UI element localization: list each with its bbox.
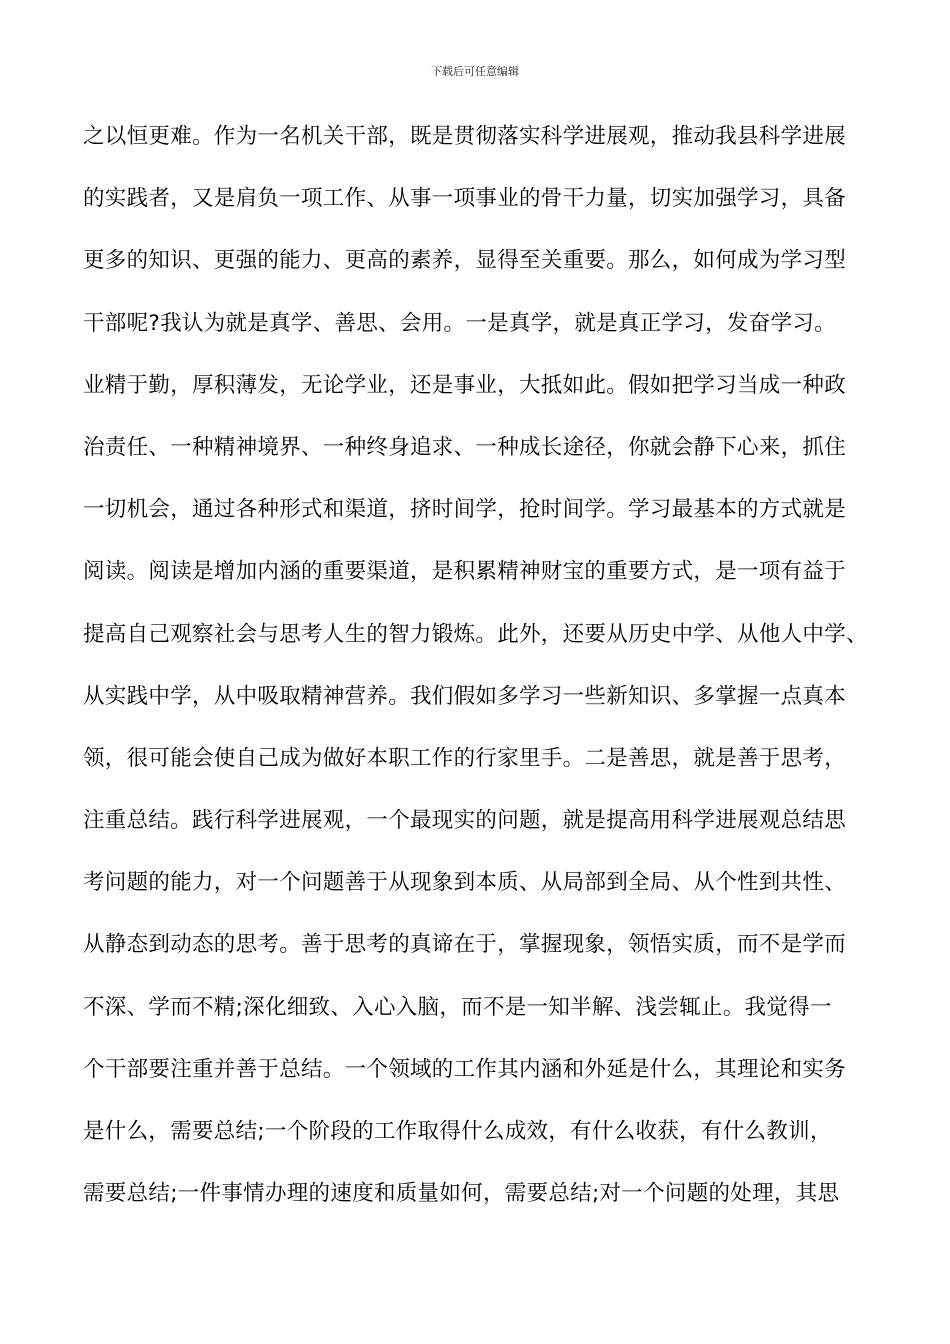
- text-line: 是什么，需要总结;一个阶段的工作取得什么成效，有什么收获，有什么教训，: [83, 1119, 832, 1144]
- text-line: 治责任、一种精神境界、一种终身追求、一种成长途径，你就会静下心来，抓住: [83, 434, 847, 460]
- text-line: 提高自己观察社会与思考人生的智力锻炼。此外，还要从历史中学、从他人中学、: [83, 621, 868, 647]
- text-line: 不深、学而不精;深化细致、入心入脑，而不是一知半解、浅尝辄止。我觉得一: [83, 994, 832, 1020]
- text-line: 从静态到动态的思考。善于思考的真谛在于，掌握现象，领悟实质，而不是学而: [83, 932, 847, 958]
- text-line: 更多的知识、更强的能力、更高的素养，显得至关重要。那么，如何成为学习型: [83, 248, 847, 274]
- text-line: 业精于勤，厚积薄发，无论学业，还是事业，大抵如此。假如把学习当成一种政: [83, 372, 847, 398]
- text-line: 阅读。阅读是增加内涵的重要渠道，是积累精神财宝的重要方式，是一项有益于: [83, 559, 847, 585]
- text-line: 一切机会，通过各种形式和渠道，挤时间学，抢时间学。学习最基本的方式就是: [83, 497, 847, 523]
- document-body: [83, 116, 950, 1235]
- text-line: 需要总结;一件事情办理的速度和质量如何，需要总结;对一个问题的处理，其思: [83, 1181, 840, 1207]
- text-line: 个干部要注重并善于总结。一个领域的工作其内涵和外延是什么，其理论和实务: [83, 1056, 847, 1082]
- text-line: 从实践中学，从中吸取精神营养。我们假如多学习一些新知识、多掌握一点真本: [83, 683, 847, 709]
- text-line: 的实践者，又是肩负一项工作、从事一项事业的骨干力量，切实加强学习，具备: [83, 186, 847, 212]
- text-line: 之以恒更难。作为一名机关干部，既是贯彻落实科学进展观，推动我县科学进展: [83, 124, 847, 149]
- text-line: 注重总结。践行科学进展观，一个最现实的问题，就是提高用科学进展观总结思: [83, 808, 847, 834]
- text-line: 考问题的能力，对一个问题善于从现象到本质、从局部到全局、从个性到共性、: [83, 870, 847, 896]
- text-line: 领，很可能会使自己成为做好本职工作的行家里手。二是善思，就是善于思考，: [83, 745, 847, 771]
- text-line: 干部呢?我认为就是真学、善思、会用。一是真学，就是真正学习，发奋学习。: [83, 310, 836, 336]
- page-header: 下载后可任意编辑: [431, 65, 519, 78]
